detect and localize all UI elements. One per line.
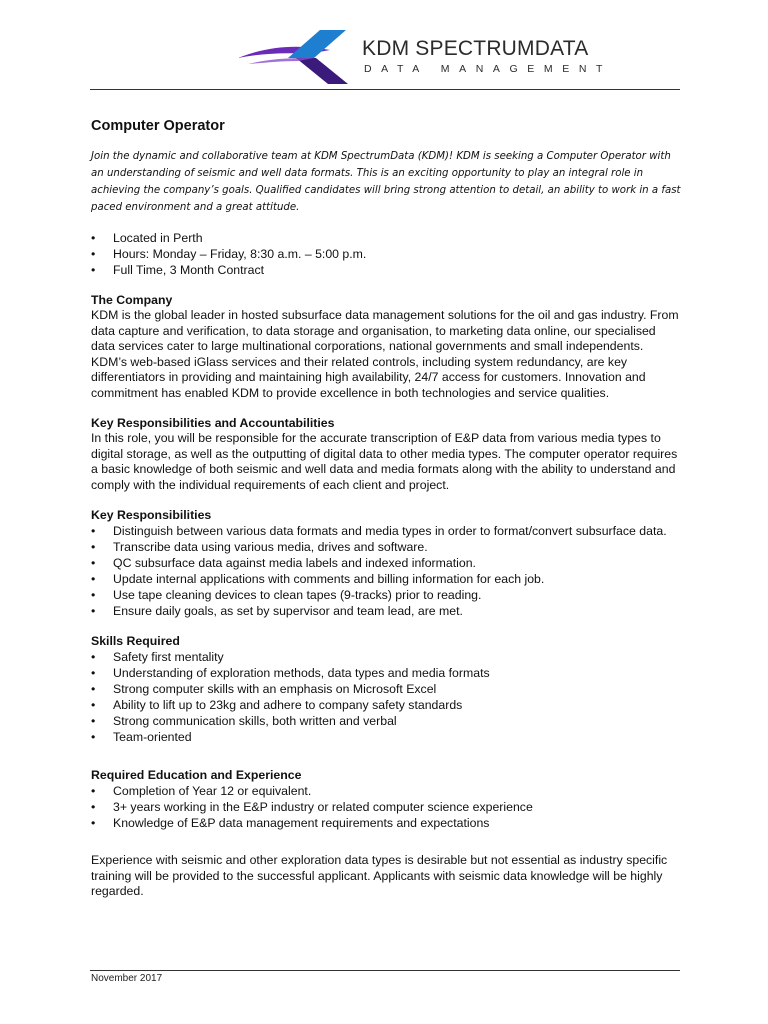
- bullet-icon: •: [91, 524, 96, 538]
- list-item: • Ensure daily goals, as set by supervisor and team lead, are met.: [91, 604, 463, 618]
- bullet-icon: •: [91, 540, 96, 554]
- bullet-icon: •: [91, 556, 96, 570]
- list-item: • Transcribe data using various media, drives and software.: [91, 540, 428, 554]
- responsibilities-heading: Key Responsibilities: [91, 508, 212, 522]
- summary-list: [91, 230, 691, 278]
- kdm-logo-icon: [238, 28, 356, 86]
- bullet-icon: •: [91, 650, 96, 664]
- list-item: • Knowledge of E&P data management requirements and expectations: [91, 816, 490, 830]
- bullet-icon: •: [91, 572, 96, 586]
- brand-subtitle: DATA MANAGEMENT: [364, 63, 613, 75]
- bullet-icon: •: [91, 714, 96, 728]
- list-item: • Strong communication skills, both written and verbal: [91, 714, 397, 728]
- bullet-icon: •: [91, 604, 96, 618]
- document-header: [0, 0, 768, 92]
- education-heading: Required Education and Experience: [91, 768, 302, 782]
- bullet-icon: •: [91, 816, 96, 830]
- brand-name: KDM SPECTRUMDATA: [362, 37, 589, 60]
- header-divider: [90, 89, 680, 90]
- bullet-icon: •: [91, 682, 96, 696]
- list-item: • 3+ years working in the E&P industry or related computer science experience: [91, 800, 533, 814]
- education-list: [91, 783, 691, 831]
- bullet-icon: •: [91, 263, 96, 277]
- intro-paragraph: Join the dynamic and collaborative team at KDM SpectrumData (KDM)! KDM is seeking a Computer Operator with an understanding of seismic and well data formats. This is an exciting opportunity to play an integral role in achieving the company’s goals. Qualified candidates will bring strong attention to detail, an ability to work in a fast paced environment and a great attitude.: [91, 151, 681, 213]
- list-item: • Understanding of exploration methods, data types and media formats: [91, 666, 490, 680]
- company-heading: The Company: [91, 293, 173, 307]
- page-title: Computer Operator: [91, 118, 225, 134]
- list-item: • Strong computer skills with an emphasis on Microsoft Excel: [91, 682, 437, 696]
- footer-divider: [90, 970, 680, 971]
- list-item: • Team-oriented: [91, 730, 192, 744]
- list-item: • Full Time, 3 Month Contract: [91, 263, 265, 277]
- bullet-icon: •: [91, 698, 96, 712]
- list-item: • Safety first mentality: [91, 650, 224, 664]
- list-item: • Completion of Year 12 or equivalent.: [91, 784, 312, 798]
- responsibilities-list: [91, 523, 691, 619]
- list-item: • QC subsurface data against media labels and indexed information.: [91, 556, 476, 570]
- document-body: [91, 112, 691, 900]
- company-paragraph: KDM is the global leader in hosted subsurface data management solutions for the oil and gas industry. From data capture and verification, to data storage and organisation, to marketing data online, our specialised data services cater to large multinational corporations, national governments and small independents. KDM’s web-based iGlass services and their related controls, including system redundancy, are key differentiators in providing and maintaining high availability, 24/7 access for customers. Innovation and commitment has enabled KDM to provide excellence in both technologies and service qualities.: [91, 308, 679, 400]
- accountabilities-heading: Key Responsibilities and Accountabilities: [91, 416, 335, 430]
- bullet-icon: •: [91, 231, 96, 245]
- list-item: • Use tape cleaning devices to clean tapes (9-tracks) prior to reading.: [91, 588, 482, 602]
- list-item: • Located in Perth: [91, 231, 203, 245]
- closing-paragraph: Experience with seismic and other exploration data types is desirable but not essential as industry specific training will be provided to the successful applicant. Applicants with seismic data knowledge will be highly regarded.: [91, 853, 668, 898]
- bullet-icon: •: [91, 588, 96, 602]
- bullet-icon: •: [91, 784, 96, 798]
- accountabilities-paragraph: In this role, you will be responsible for the accurate transcription of E&P data from various media types to digital storage, as well as the outputting of digital data to other media types. The computer operator requires a basic knowledge of both seismic and well data and media formats along with the ability to understand and comply with the individual requirements of each client and project.: [91, 431, 678, 492]
- bullet-icon: •: [91, 730, 96, 744]
- bullet-icon: •: [91, 247, 96, 261]
- bullet-icon: •: [91, 800, 96, 814]
- skills-list: [91, 649, 691, 745]
- list-item: • Hours: Monday – Friday, 8:30 a.m. – 5:00 p.m.: [91, 247, 367, 261]
- list-item: • Update internal applications with comments and billing information for each job.: [91, 572, 545, 586]
- bullet-icon: •: [91, 666, 96, 680]
- footer-date: November 2017: [91, 973, 163, 984]
- list-item: • Distinguish between various data formats and media types in order to format/convert subsurface data.: [91, 524, 667, 538]
- skills-heading: Skills Required: [91, 634, 180, 648]
- list-item: • Ability to lift up to 23kg and adhere to company safety standards: [91, 698, 463, 712]
